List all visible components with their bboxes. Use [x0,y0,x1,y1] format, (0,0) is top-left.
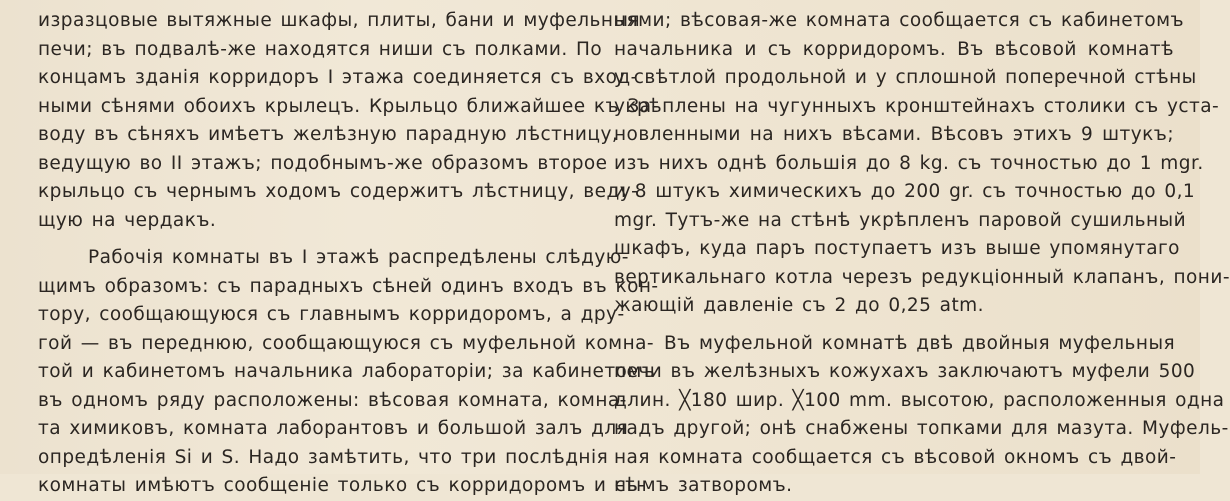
text-line: Рабочія комнаты въ I этажѣ распредѣлены слѣдую- [88,247,629,268]
text-line: ная комната сообщается съ вѣсовой окномъ съ двой- [614,446,1177,468]
text-line: вертикальнаго котла черезъ редукціонный клапанъ, пони- [614,266,1230,288]
left-paragraph-2 [38,244,659,501]
paragraph-gap [614,321,1174,330]
text-line: гой — въ переднюю, сообщающуюся съ муфельной комна- [38,332,655,354]
text-line: концамъ зданія корридоръ I этажа соединяется съ вход- [38,67,638,88]
text-line: въ одномъ ряду расположены: вѣсовая комната, комна- [38,389,627,411]
text-line: щую на чердакъ. [38,209,217,231]
text-line: нымъ затворомъ. [614,475,793,496]
text-line: и 8 штукъ химическихъ до 200 gr. съ точностью до 0,1 [614,181,1196,202]
right-paragraph-1 [614,7,1230,321]
text-line: длин. ╳180 шир. ╳100 mm. высотою, расположенныя одна [614,389,1225,411]
text-line: комнаты имѣютъ сообщеніе только съ корридоромъ и сѣ- [38,475,646,496]
text-line: щимъ образомъ: съ парадныхъ сѣней одинъ входъ въ кон- [38,275,659,297]
text-line: шкафъ, куда паръ поступаетъ изъ выше упомянутаго [614,238,1180,259]
text-line: ными сѣнями обоихъ крылецъ. Крыльцо ближайшее къ За- [38,95,659,117]
text-line: начальника и съ корридоромъ. Въ вѣсовой комнатѣ [614,38,1174,60]
text-line: та химиковъ, комната лаборантовъ и большой залъ для [38,418,629,439]
text-line: у свѣтлой продольной и у сплошной поперечной стѣны [614,67,1197,88]
text-line: воду въ сѣняхъ имѣетъ желѣзную парадную лѣстницу, [38,124,619,145]
text-line: крыльцо съ чернымъ ходомъ содержитъ лѣстницу, веду- [38,181,639,202]
text-line: печи; въ подвалѣ-же находятся ниши съ полками. По [38,38,603,60]
text-line: жающій давленіе съ 2 до 0,25 atm. [614,295,984,316]
right-paragraph-2 [614,330,1229,501]
text-line: надъ другой; онѣ снабжены топками для мазута. Муфель- [614,418,1229,439]
text-line: тору, сообщающуюся съ главнымъ корридоромъ, а дру- [38,304,625,325]
text-line: новленными на нихъ вѣсами. Вѣсовъ этихъ 9 штукъ; [614,124,1174,145]
text-line: Въ муфельной комнатѣ двѣ двойныя муфельныя [664,332,1176,354]
text-line: той и кабинетомъ начальника лабораторіи; за кабинетомъ [38,361,656,382]
text-line: нями; вѣсовая-же комната сообщается съ кабинетомъ [614,10,1185,31]
text-line: изъ нихъ однѣ большія до 8 kg. съ точностью до 1 mgr. [614,152,1204,174]
text-line: изразцовые вытяжные шкафы, плиты, бани и муфельныя [38,10,641,31]
text-line: печи въ желѣзныхъ кожухахъ заключаютъ муфели 500 [614,361,1196,382]
left-column [38,0,659,501]
left-paragraph-1 [38,7,659,235]
text-line: ведущую во II этажъ; подобнымъ-же образомъ второе [38,152,608,174]
text-line: опредѣленія Si и S. Надо замѣтить, что три послѣднія [38,446,609,468]
text-line: mgr. Тутъ-же на стѣнѣ укрѣпленъ паровой сушильный [614,209,1187,231]
paragraph-gap [38,235,586,244]
right-column [614,0,1230,501]
text-line: укрѣплены на чугунныхъ кронштейнахъ столики съ уста- [614,95,1220,117]
